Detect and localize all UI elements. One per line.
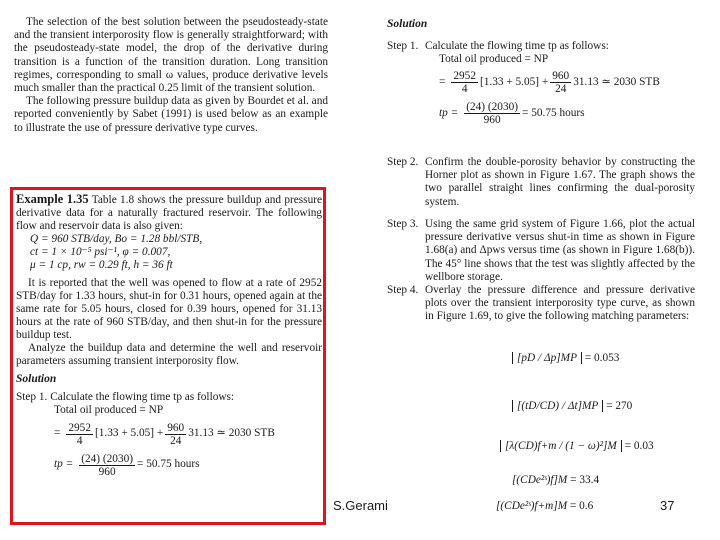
right-oil-equation: = $\frac{2952}{4}$ [1.33 + 5.05] + $\frac{960}{24}$ 31.13 ≃ 2030 STB (439, 70, 660, 96)
match-param-3: [λ(CD)f+m / (1 − ω)²]M = 0.03 (500, 440, 654, 452)
total-oil-line: Total oil produced = NP (54, 404, 164, 417)
data-line-1: Q = 960 STB/day, Bo = 1.28 bbl/STB, (30, 233, 203, 246)
step-2: Step 2. Confirm the double-porosity behavior by constructing the Horner plot as shown in Figure 1.67. The graph shows the two parallel straight lines confirming the dual-porosity system. (387, 156, 695, 208)
data-line-3: μ = 1 cp, rw = 0.29 ft, h = 36 ft (30, 259, 173, 272)
data-line-2: ct = 1 × 10⁻⁵ psi⁻¹, φ = 0.007, (30, 246, 171, 259)
step-3: Step 3. Using the same grid system of Figure 1.66, plot the actual pressure derivative versus shut-in time as shown in Figure 1.68(a) and Δpws versus time (as shown in Figure 1.68(b)). The 45° line shows that the test was slightly affected by the wellbore storage. (387, 218, 695, 283)
step1-text: Step 1. Calculate the flowing time tp as follows: (16, 391, 235, 404)
step-4: Step 4. Overlay the pressure difference and pressure derivative plots over the transient interporosity type curve, as shown in Figure 1.69, to give the following matching parameters: (387, 284, 695, 323)
intro-paragraph-2: The following pressure buildup data as given by Bourdet et al. and reported conveniently by Sabet (1991) is used below as an example to illustrate the use of pressure derivative type curves. (14, 95, 328, 134)
oil-equation: = $\frac{2952}{4}$ [1.33 + 5.05] + $\frac{960}{24}$ 31.13 ≃ 2030 STB (54, 421, 275, 447)
footer-author: S.Gerami (333, 498, 388, 513)
match-param-1: [pD / Δp]MP = 0.053 (512, 352, 619, 364)
page-number: 37 (660, 498, 675, 513)
left-column (14, 16, 328, 135)
fraction-1: $\frac{2952}{4}$ (68, 421, 91, 447)
match-param-4: [(CDe²ˢ)f]M = 33.4 (512, 474, 600, 486)
example-content (16, 193, 322, 478)
match-param-5: [(CDe²ˢ)f+m]M = 0.6 (496, 500, 594, 512)
solution-label: Solution (16, 373, 57, 386)
example-paragraph-2: It is reported that the well was opened to flow at a rate of 2952 STB/day for 1.33 hours, shut-in for 0.31 hours, opened again at the same rate for 5.05 hours, closed for 0.39 hours, opened for 31.13 hours at the rate of 960 STB/day, and then shut-in for the pressure buildup test. (16, 276, 322, 341)
example-label: Example 1.35 (16, 192, 89, 206)
match-param-2: [(tD/CD) / Δt]MP = 270 (512, 400, 632, 412)
intro-paragraph: The selection of the best solution between the pseudosteady-state and the transient interporosity flow is generally straightforward; with the pseudosteady-state model, the drop of the derivative during transition is a function of the transition duration. Long transition regimes, corresponding to small ω values, produce derivative levels much smaller than the practical 0.25 limit of the transient solution. (14, 16, 328, 95)
right-solution-label: Solution (387, 18, 428, 30)
tp-equation: tp = $\frac{(24) (2030)}{960}$ = 50.75 hours (54, 452, 200, 478)
tp-fraction: $\frac{(24) (2030)}{960}$ (81, 452, 134, 478)
example-text: Table 1.8 shows the pressure buildup and pressure derivative data for a naturally fractured reservoir. The following flow and reservoir data is also given: (16, 194, 322, 233)
example-heading (16, 193, 322, 233)
right-tp-equation: tp = $\frac{(24) (2030)}{960}$ = 50.75 hours (439, 101, 585, 127)
step-1: Step 1. Calculate the flowing time tp as follows: Total oil produced = NP = $\frac{2952}{4}$ [1.33 + 5.05] + $\frac{960}{24}$ 31.13 ≃ 2030 STB tp = $\frac{(24) (2030)}{960}$ = 50.75 hours (387, 40, 695, 126)
example-paragraph-3: Analyze the buildup data and determine the well and reservoir parameters assuming transient interporosity flow. (16, 342, 322, 368)
fraction-2: $\frac{960}{24}$ (167, 421, 185, 447)
